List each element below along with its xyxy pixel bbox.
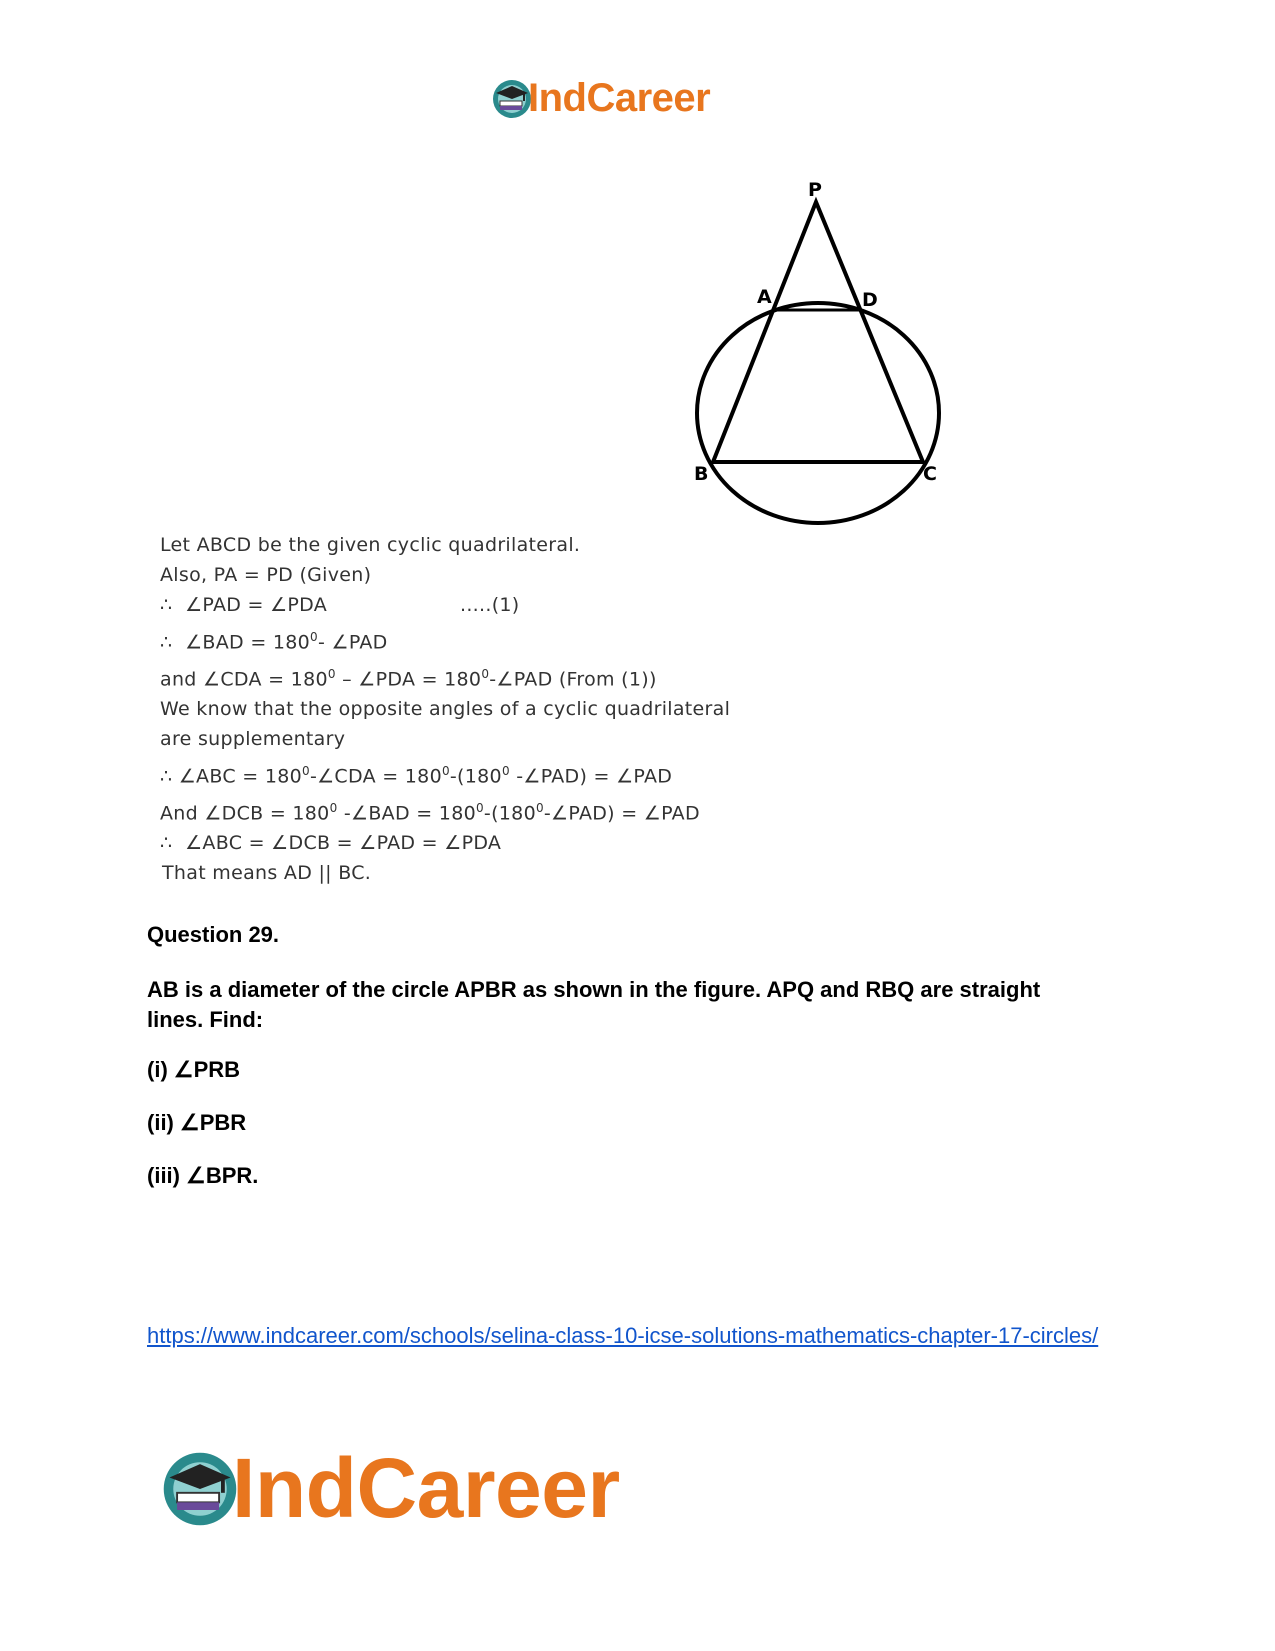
question-title: Question 29. xyxy=(147,922,280,947)
header-logo xyxy=(490,76,710,121)
question-part-i: (i) ∠PRB xyxy=(147,1057,241,1082)
label-b: B xyxy=(694,463,709,485)
solution-line-2: Also, PA = PD (Given) xyxy=(160,564,372,586)
graduation-cap-icon xyxy=(158,1447,242,1531)
label-d: D xyxy=(862,289,878,311)
question-part-iii: (iii) ∠BPR. xyxy=(147,1163,259,1188)
solution-line-9: And ∠DCB = $180^0$ -∠BAD = $180^0-(180^0-\angle PAD)$ = ∠PAD xyxy=(160,801,700,825)
solution-line-7: are supplementary xyxy=(160,728,346,750)
solution-line-8: ∴ ∠ABC = $180^0-\angle CDA = 180^0-(180^0$ -∠PAD) = ∠PAD xyxy=(160,764,673,788)
question-part-ii: (ii) ∠PBR xyxy=(147,1110,247,1135)
triangle-pbc xyxy=(713,202,923,462)
label-p: P xyxy=(808,179,822,201)
solution-line-6: We know that the opposite angles of a cyclic quadrilateral xyxy=(160,698,731,720)
solution-line-10: ∴ ∠ABC = ∠DCB = ∠PAD = ∠PDA xyxy=(160,832,502,854)
footer-logo xyxy=(158,1440,620,1537)
solution-line-5: and ∠CDA = $180^0$ – ∠PDA = $180^0-\angle PAD$ (From (1)) xyxy=(160,667,657,691)
header-logo-text: IndCareer xyxy=(528,76,711,120)
solution-line-1: Let ABCD be the given cyclic quadrilateral. xyxy=(160,534,581,556)
footer-logo-text: IndCareer xyxy=(232,1441,620,1535)
cyclic-quadrilateral-figure xyxy=(680,170,980,540)
source-link[interactable]: https://www.indcareer.com/schools/selina-class-10-icse-solutions-mathematics-chapter-17-circles/ xyxy=(147,1323,1099,1348)
question-text: AB is a diameter of the circle APBR as shown in the figure. APQ and RBQ are straight lines. Find: xyxy=(147,977,1041,1032)
solution-line-3: ∴ ∠PAD = ∠PDA xyxy=(160,594,328,616)
equation-reference-1: .....(1) xyxy=(460,594,520,616)
label-c: C xyxy=(923,463,937,485)
solution-line-11: That means AD || BC. xyxy=(162,862,372,884)
label-a: A xyxy=(757,286,772,308)
solution-line-4: ∴ ∠BAD = $180^0-$ ∠PAD xyxy=(160,630,388,654)
